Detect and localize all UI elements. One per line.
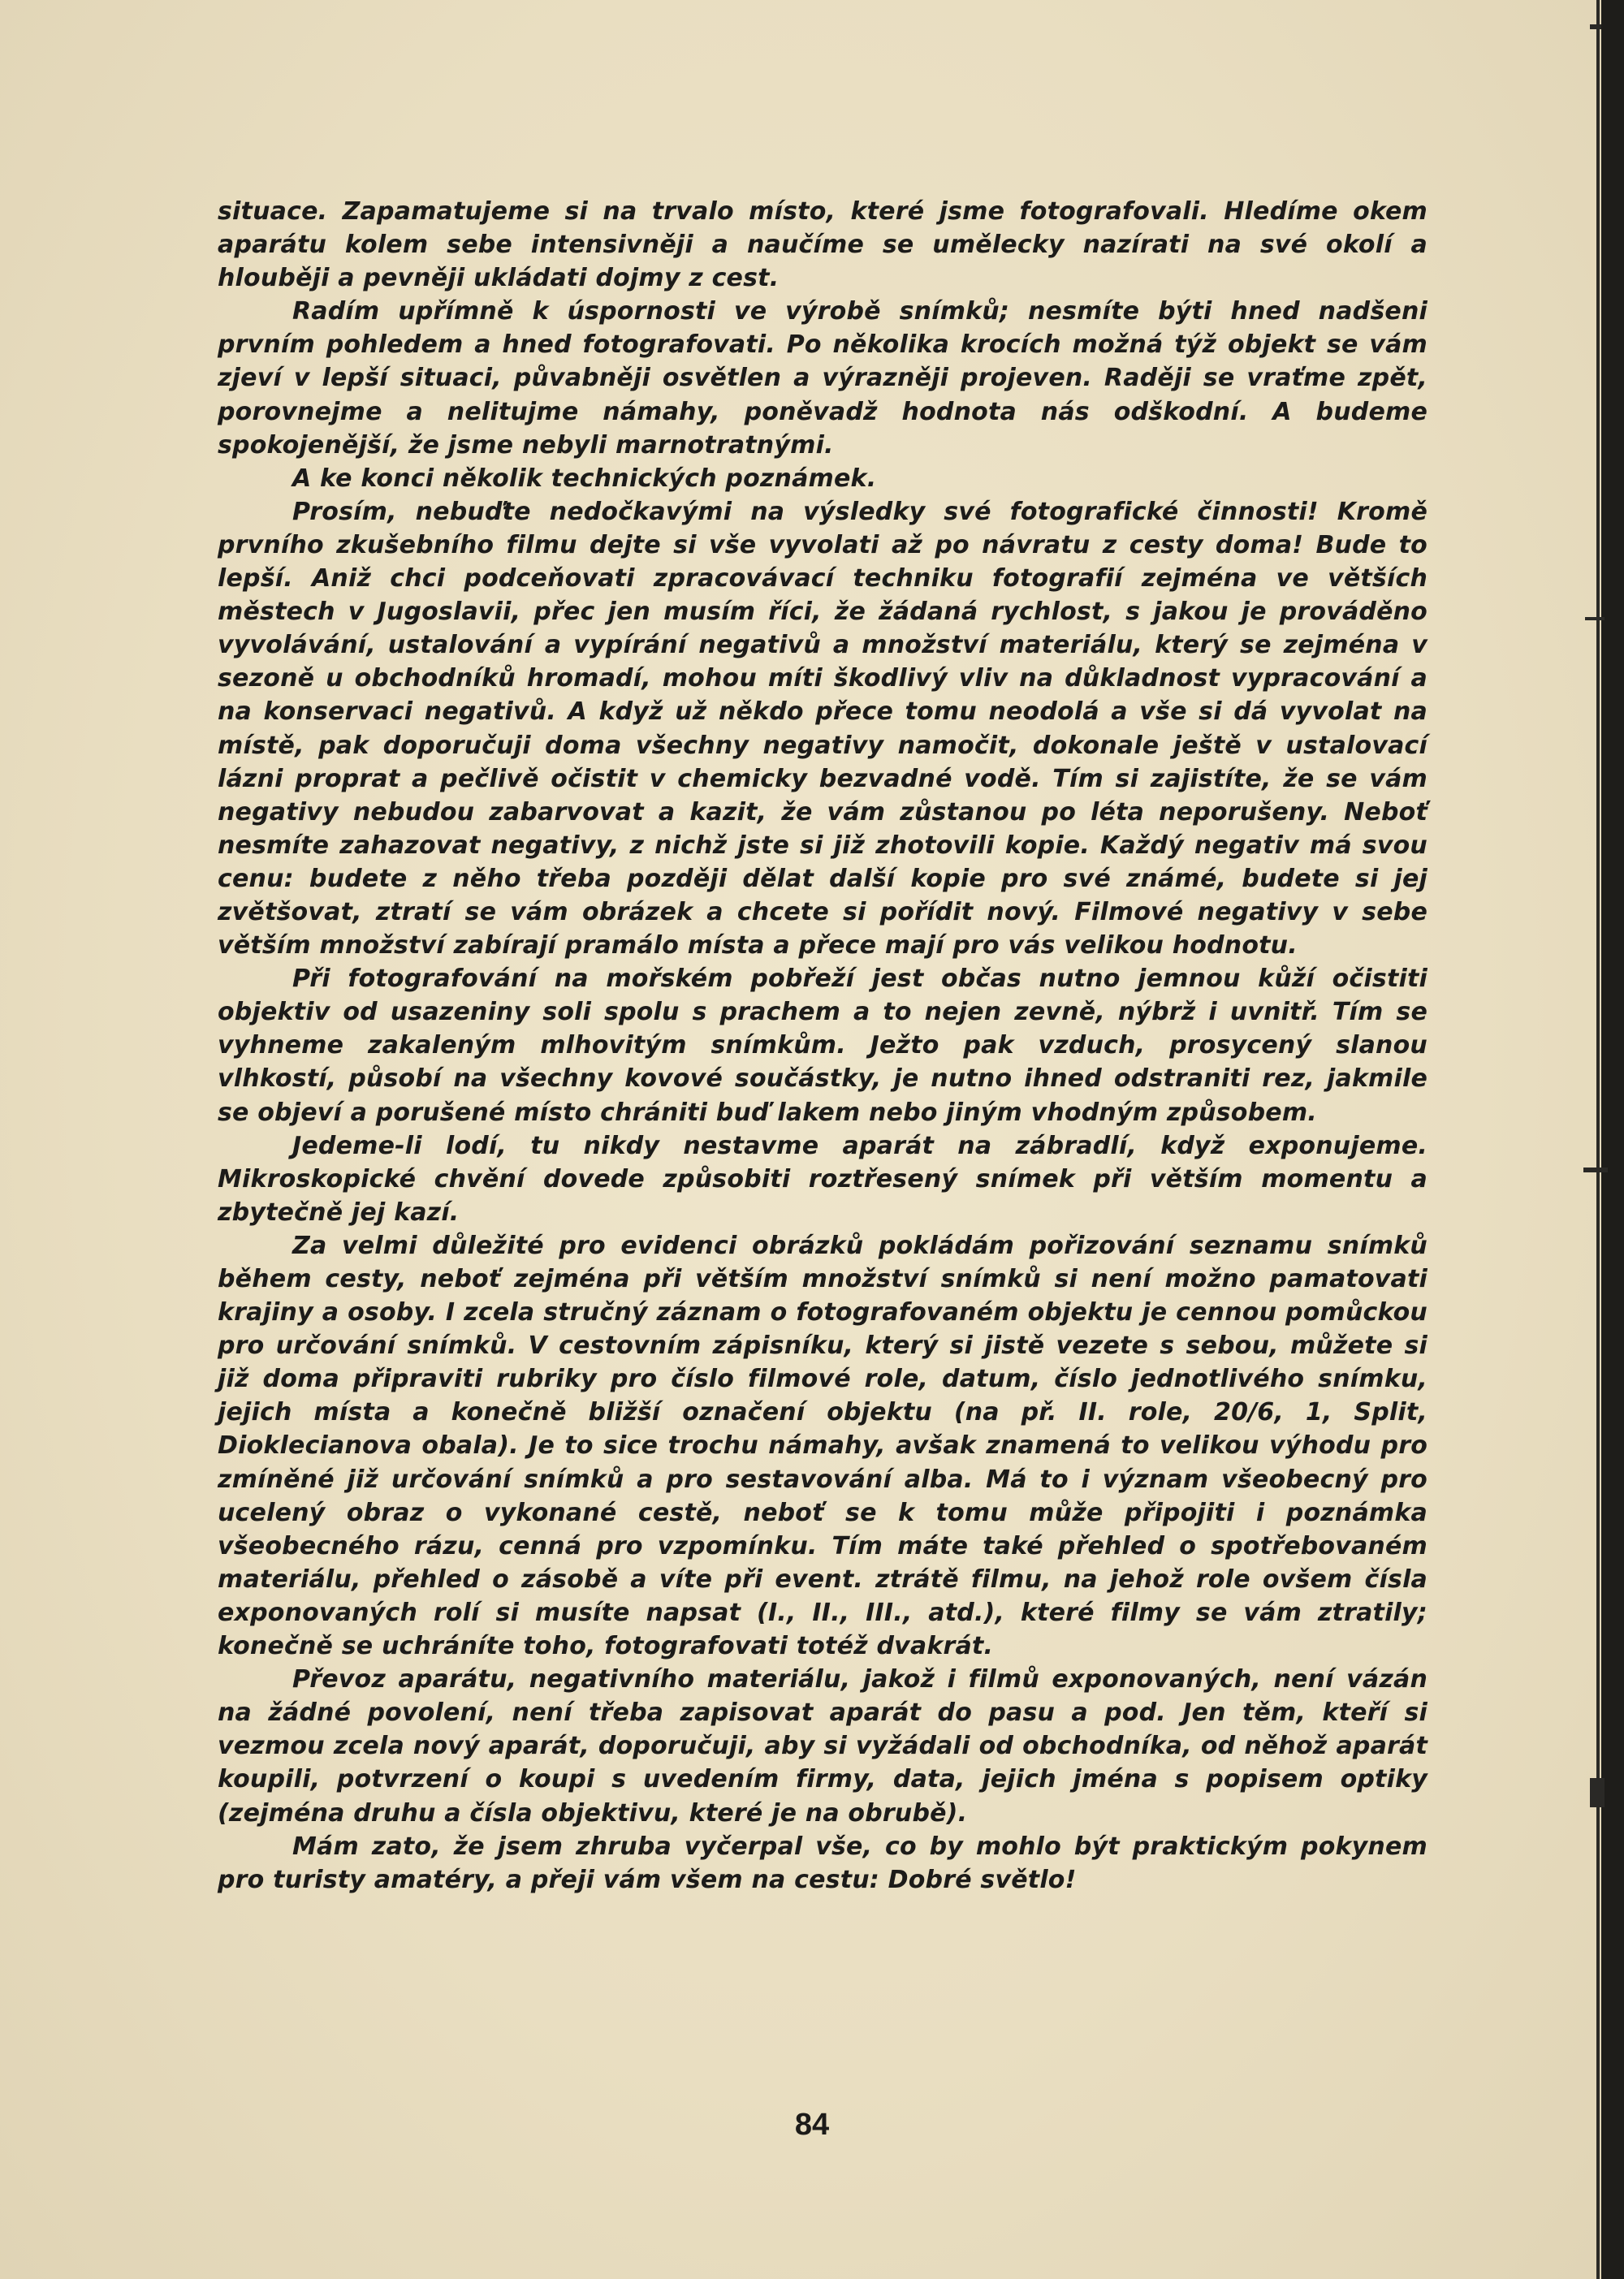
paragraph-8: Převoz aparátu, negativního materiálu, jakož i filmů exponovaných, není vázán na žádné povolení, není třeba zapisovat aparát do pasu a pod. Jen těm, kteří si vezmou zcela nový aparát, doporučuji, aby si vyžádali od obchodníka, od něhož aparát koupili, potvrzení o koupi s uvedením firmy, data, jejich jména s popisem optiky (zejména druhu a čísla objektivu, které je na obrubě).: [218, 1665, 1427, 1828]
paragraph-9: Mám zato, že jsem zhruba vyčerpal vše, co by mohlo být praktickým pokynem pro turisty amatéry, a přeji vám všem na cestu: Dobré světlo!: [218, 1832, 1427, 1894]
spine-line: [1596, 0, 1600, 2279]
binding-mark: [1585, 617, 1605, 620]
binding-mark: [1583, 1168, 1608, 1172]
paragraph-3: A ke konci několik technických poznámek.: [292, 464, 877, 493]
binding-mark: [1590, 1778, 1605, 1807]
paragraph-4: Prosím, nebuďte nedočkavými na výsledky své fotografické činnosti! Kromě prvního zkušebního filmu dejte si vše vyvolati až po návratu z cesty doma! Bude to lepší. Aniž chci podceňovati zpracovávací techniku fotografií zejména ve větších městech v Jugoslavii, přec jen musím říci, že žádaná rychlost, s jakou je prováděno vyvolávání, ustalování a vypírání negativů a množství materiálu, který se zejména v sezoně u obchodníků hromadí, mohou míti škodlivý vliv na důkladnost vypracování a na konservaci negativů. A když už někdo přece tomu neodolá a vše si dá vyvolat na místě, pak doporučuji doma všechny negativy namočit, dokonale ještě v ustalovací lázni proprat a pečlivě očistit v chemicky bezvadné vodě. Tím si zajistíte, že se vám negativy nebudou zabarvovat a kazit, že vám zůstanou po léta neporušeny. Neboť nesmíte zahazovat negativy, z nichž jste si již zhotovili kopie. Každý negativ má svou cenu: budete z něho třeba později dělat další kopie pro své známé, budete si jej zvětšovat, ztratí se vám obrázek a chcete si pořídit nový. Filmové negativy v sebe větším množství zabírají pramálo místa a přece mají pro vás velikou hodnotu.: [218, 497, 1427, 960]
paragraph-5: Při fotografování na mořském pobřeží jest občas nutno jemnou kůží očistiti objektiv od usazeniny soli spolu s prachem a to nejen zevně, nýbrž i uvnitř. Tím se vyhneme zakaleným mlhovitým snímkům. Ježto pak vzduch, prosycený slanou vlhkostí, působí na všechny kovové součástky, je nutno ihned odstraniti rez, jakmile se objeví a porušené místo chrániti buď lakem nebo jiným vhodným způsobem.: [218, 965, 1427, 1127]
paragraph-2: Radím upřímně k úspornosti ve výrobě snímků; nesmíte býti hned nadšeni prvním pohledem a hned fotografovati. Po několika krocích možná týž objekt se vám zjeví v lepší situaci, půvabněji osvětlen a výrazněji projeven. Raději se vraťme zpět, porovnejme a nelitujme námahy, poněvadž hodnota nás odškodní. A budeme spokojenější, že jsme nebyli marnotratnými.: [218, 297, 1427, 460]
page-number: 84: [794, 2108, 830, 2142]
paragraph-7: Za velmi důležité pro evidenci obrázků pokládám pořizování seznamu snímků během cesty, neboť zejména při větším množství snímků si není možno pamatovati krajiny a osoby. I zcela stručný záznam o fotografovaném objektu je cennou pomůckou pro určování snímků. V cestovním zápisníku, který si jistě vezete s sebou, můžete si již doma připraviti rubriky pro číslo filmové role, datum, číslo jednotlivého snímku, jejich místa a konečně bližší označení objektu (na př. II. role, 20/6, 1, Split, Dioklecianova obala). Je to sice trochu námahy, avšak znamená to velikou výhodu pro zmíněné již určování snímků a pro sestavování alba. Má to i význam všeobecný pro ucelený obraz o vykonané cestě, neboť se k tomu může připojiti i poznámka všeobecného rázu, cenná pro vzpomínku. Tím máte také přehled o spotřebovaném materiálu, přehled o zásobě a víte při event. ztrátě filmu, na jehož role ovšem čísla exponovaných rolí si musíte napsat (I., II., III., atd.), které filmy se vám ztratily; konečně se uchráníte toho, fotografovati totéž dvakrát.: [218, 1231, 1427, 1661]
page-edge-shadow: [1601, 0, 1624, 2279]
paragraph-6: Jedeme-li lodí, tu nikdy nestavme aparát na zábradlí, když exponujeme. Mikroskopické chvění dovede způsobiti roztřesený snímek při větším momentu a zbytečně jej kazí.: [218, 1131, 1427, 1227]
binding-mark: [1590, 24, 1601, 29]
paragraph-1: situace. Zapamatujeme si na trvalo místo, které jsme fotografovali. Hledíme okem aparátu kolem sebe intensivněji a naučíme se umělecky nazírati na své okolí a hlouběji a pevněji ukládati dojmy z cest.: [218, 197, 1427, 293]
body-text: [218, 195, 1427, 1897]
